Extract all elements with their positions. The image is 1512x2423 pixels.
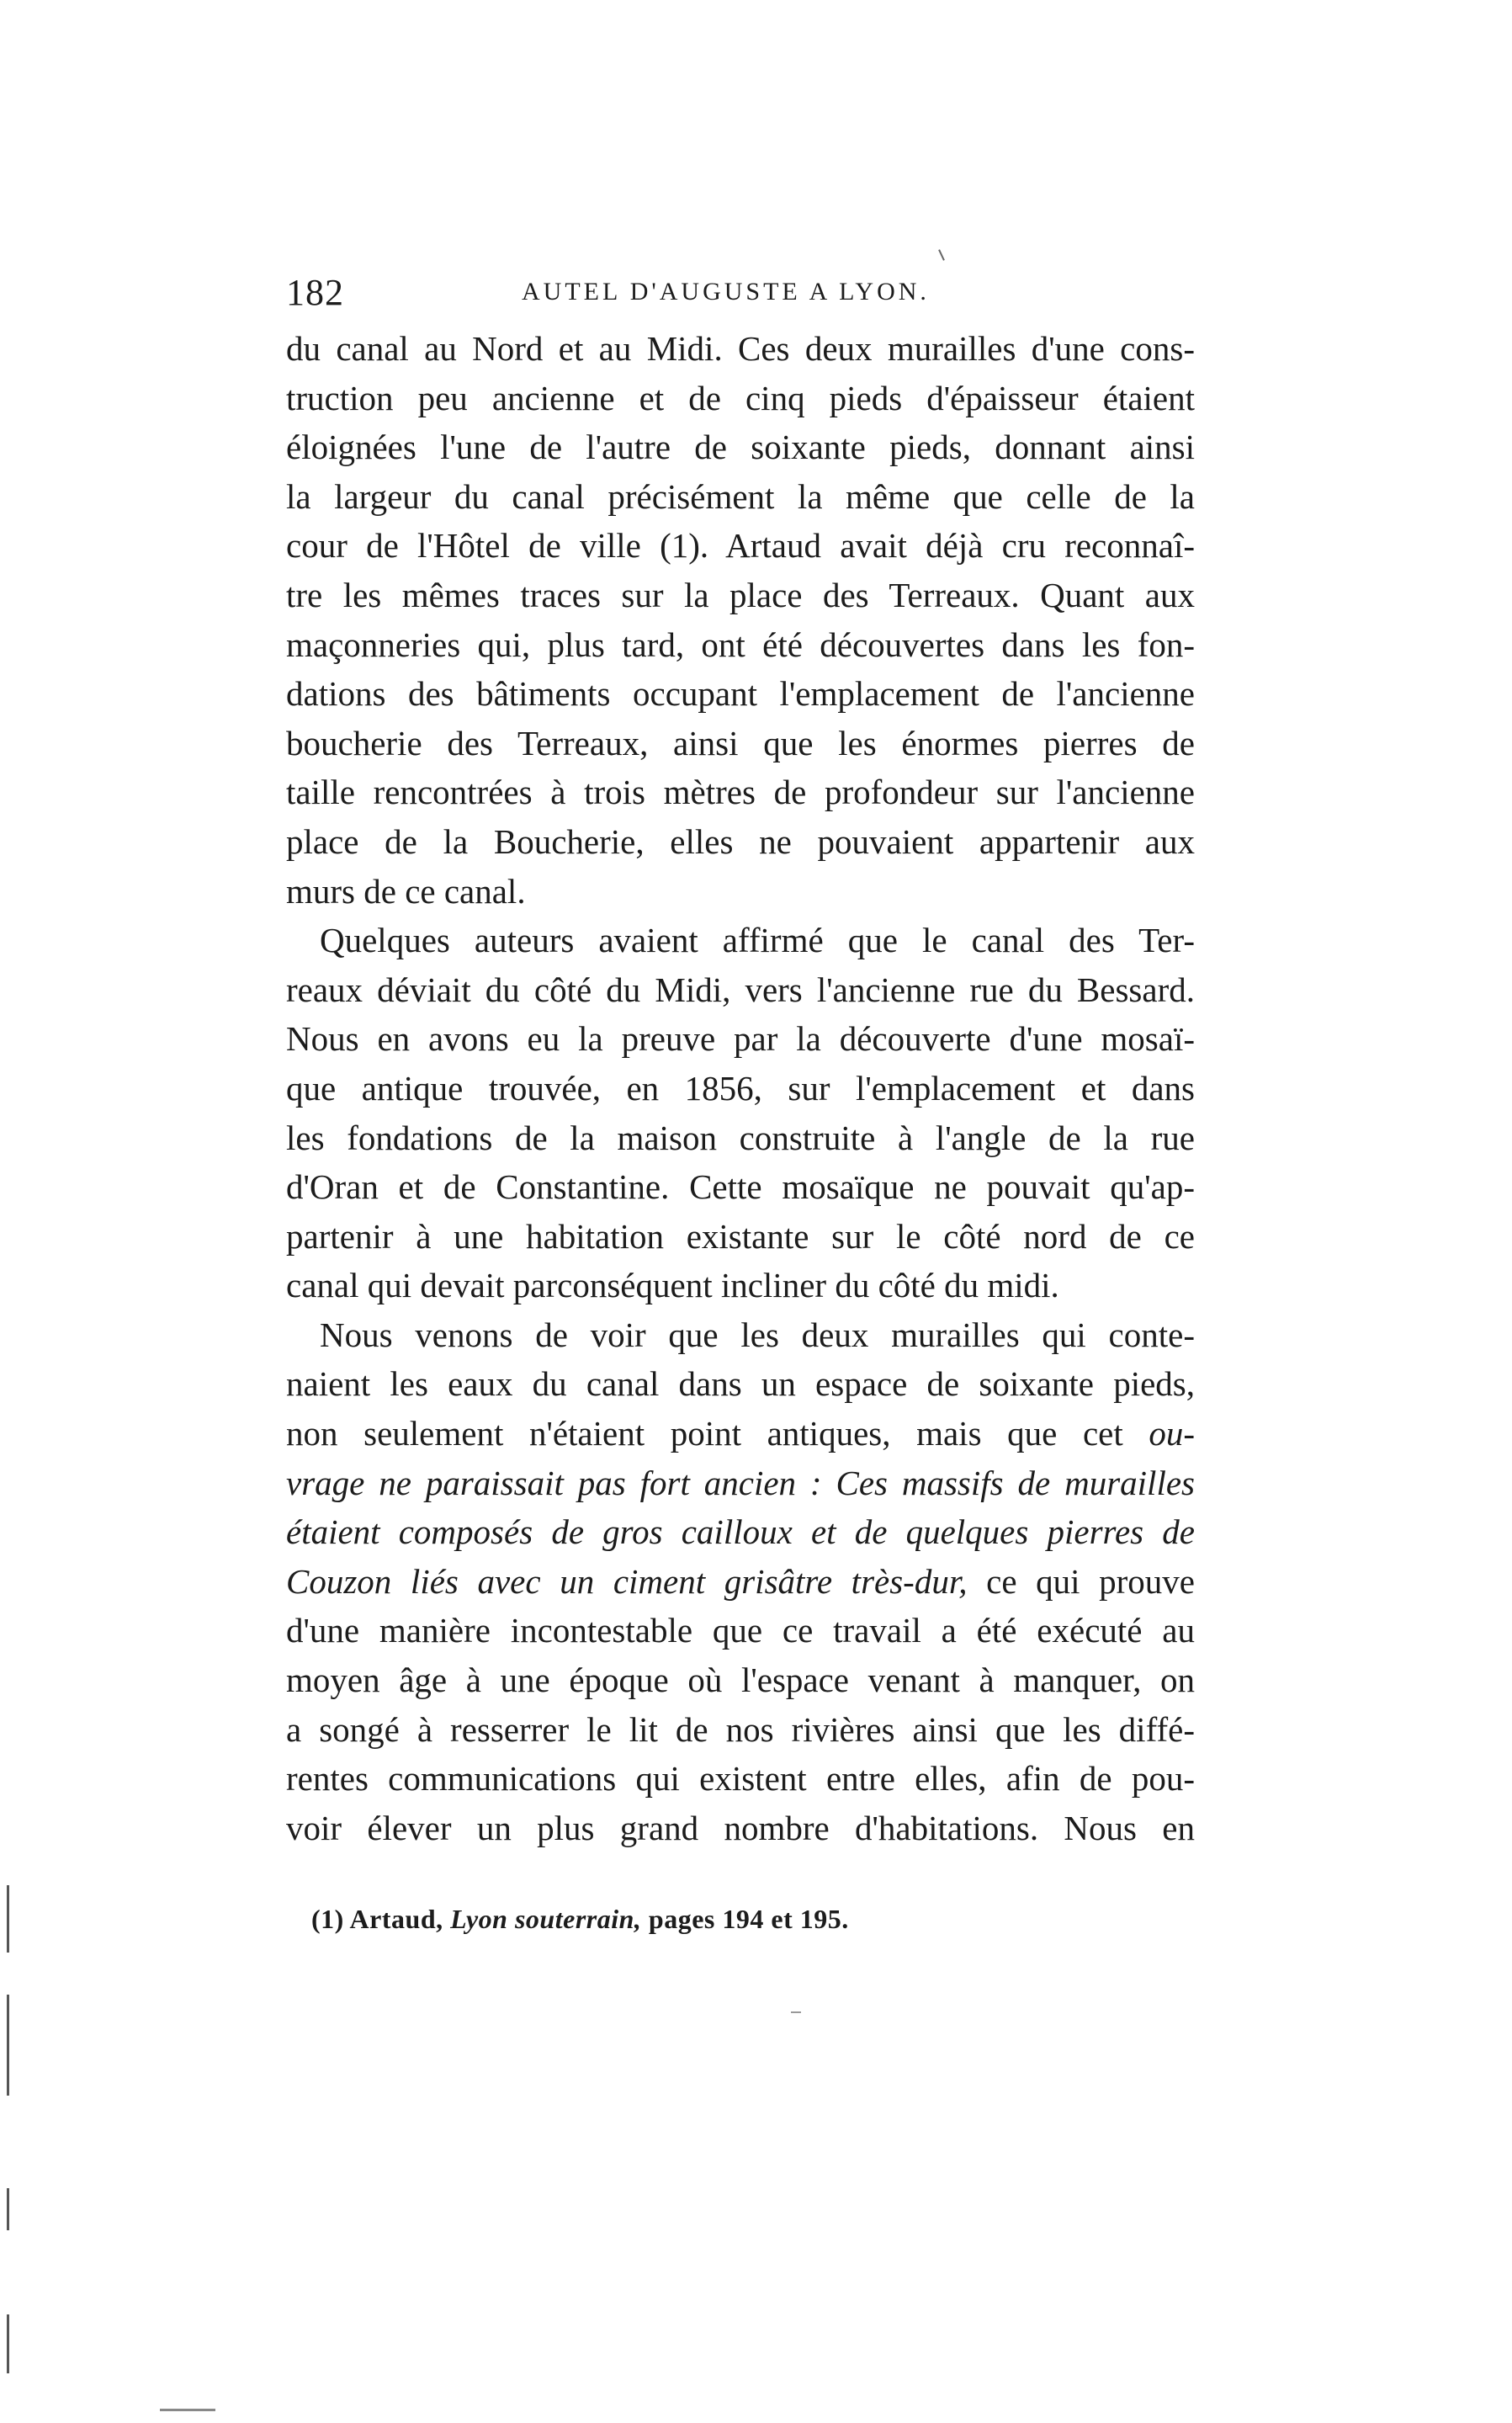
margin-scan-mark xyxy=(7,1995,9,2096)
text-line: maçonneries qui, plus tard, ont été découvertes dans les fon- xyxy=(286,624,1195,664)
body-text xyxy=(286,324,1195,1852)
text-line: a songé à resserrer le lit de nos rivières ainsi que les diffé- xyxy=(286,1709,1195,1749)
text-line: partenir à une habitation existante sur le côté nord de ce xyxy=(286,1216,1195,1256)
text-line: moyen âge à une époque où l'espace venant à manquer, on xyxy=(286,1660,1195,1700)
running-head: AUTEL D'AUGUSTE A LYON. xyxy=(522,278,930,306)
margin-scan-mark xyxy=(7,2188,9,2230)
text-line: boucherie des Terreaux, ainsi que les énormes pierres de xyxy=(286,723,1195,763)
text-line: cour de l'Hôtel de ville (1). Artaud avait déjà cru reconnaî- xyxy=(286,526,1195,566)
text-line: étaient composés de gros cailloux et de quelques pierres de xyxy=(286,1512,1195,1552)
bottom-rule xyxy=(160,2409,215,2411)
text-line: tre les mêmes traces sur la place des Terreaux. Quant aux xyxy=(286,575,1195,614)
text-line: Nous en avons eu la preuve par la découverte d'une mosaï- xyxy=(286,1019,1195,1059)
text-fragment: ce qui prouve xyxy=(986,1561,1196,1601)
text-line: les fondations de la maison construite à l'angle de la rue xyxy=(286,1118,1195,1157)
text-line: éloignées l'une de l'autre de soixante pieds, donnant ainsi xyxy=(286,428,1195,467)
text-line: canal qui devait parconséquent incliner du côté du midi. xyxy=(286,1266,1059,1305)
italic-fragment: Couzon liés avec un ciment grisâtre très-dur, xyxy=(286,1561,968,1601)
footnote-author: Artaud, xyxy=(349,1904,443,1934)
margin-scan-mark xyxy=(7,1885,9,1953)
text-line: la largeur du canal précisément la même que celle de la xyxy=(286,476,1195,516)
printer-tick-mark xyxy=(938,249,945,261)
italic-fragment: ou- xyxy=(1149,1414,1195,1453)
footnote-rest: pages 194 et 195. xyxy=(648,1904,849,1934)
page-header xyxy=(286,271,1228,313)
text-line: du canal au Nord et au Midi. Ces deux murailles d'une cons- xyxy=(286,329,1195,368)
text-line: murs de ce canal. xyxy=(286,871,526,911)
text-line xyxy=(286,1557,1195,1607)
text-line: d'une manière incontestable que ce travail a été exécuté au xyxy=(286,1611,1195,1650)
text-line: d'Oran et de Constantine. Cette mosaïque ne pouvait qu'ap- xyxy=(286,1167,1195,1207)
text-line: reaux déviait du côté du Midi, vers l'ancienne rue du Bessard. xyxy=(286,970,1195,1009)
text-line: Nous venons de voir que les deux murailles qui conte- xyxy=(320,1315,1195,1354)
text-fragment: non seulement n'étaient point antiques, mais que cet xyxy=(286,1414,1123,1453)
text-line: truction peu ancienne et de cinq pieds d'épaisseur étaient xyxy=(286,378,1195,417)
footnote xyxy=(311,1904,849,1935)
footnote-title: Lyon souterrain, xyxy=(450,1904,642,1934)
text-line: que antique trouvée, en 1856, sur l'emplacement et dans xyxy=(286,1068,1195,1108)
text-line: naient les eaux du canal dans un espace de soixante pieds, xyxy=(286,1364,1195,1404)
page-number: 182 xyxy=(286,272,344,313)
text-line: voir élever un plus grand nombre d'habitations. Nous en xyxy=(286,1808,1195,1847)
text-line: dations des bâtiments occupant l'emplacement de l'ancienne xyxy=(286,674,1195,714)
stray-dash-mark xyxy=(791,2011,801,2013)
text-line: place de la Boucherie, elles ne pouvaient appartenir aux xyxy=(286,821,1195,861)
footnote-marker: (1) xyxy=(311,1904,344,1934)
text-line: vrage ne paraissait pas fort ancien : Ces massifs de murailles xyxy=(286,1463,1195,1502)
margin-scan-mark xyxy=(7,2314,9,2373)
text-line: rentes communications qui existent entre elles, afin de pou- xyxy=(286,1759,1195,1799)
text-line: Quelques auteurs avaient affirmé que le canal des Ter- xyxy=(320,921,1195,960)
text-line xyxy=(286,1409,1195,1459)
text-line: taille rencontrées à trois mètres de profondeur sur l'ancienne xyxy=(286,773,1195,812)
